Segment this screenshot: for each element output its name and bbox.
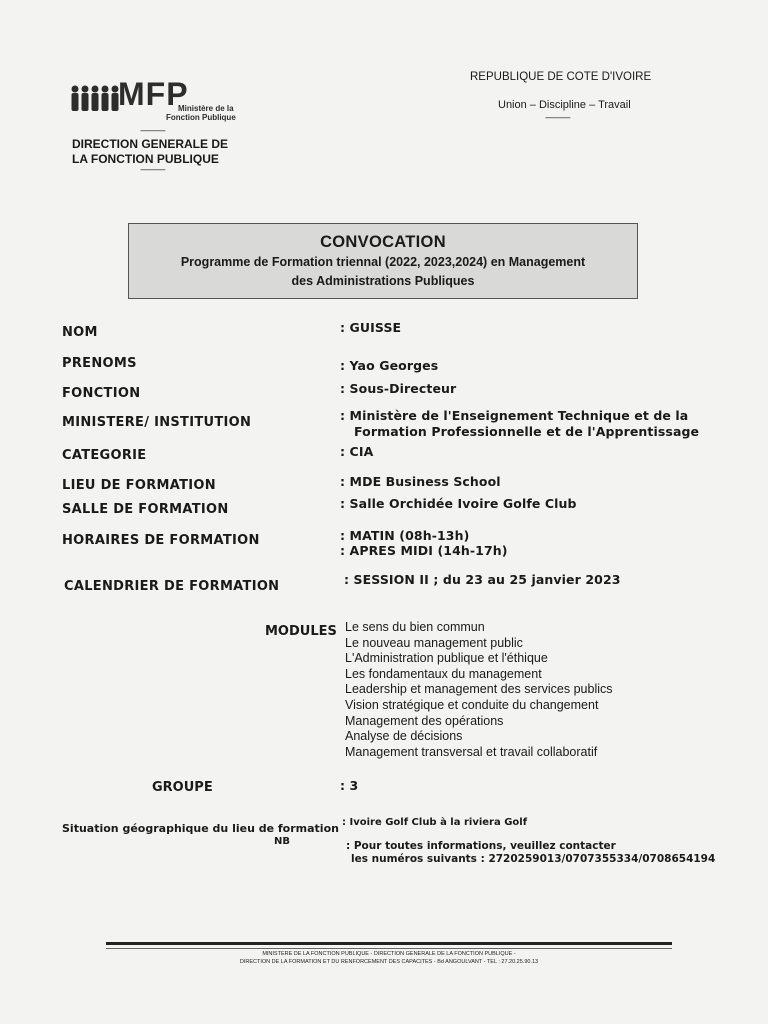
situation-value: : Ivoire Golf Club à la riviera Golf — [342, 817, 528, 828]
fonction-label: FONCTION — [62, 386, 141, 401]
list-item: Vision stratégique et conduite du changement — [345, 697, 599, 712]
calendrier-label: CALENDRIER DE FORMATION — [64, 579, 280, 594]
nom-value: : GUISSE — [340, 320, 402, 335]
title-box — [128, 223, 638, 299]
groupe-label: GROUPE — [152, 780, 213, 795]
programme-line-1: Programme de Formation triennal (2022, 2023,2024) en Management — [180, 255, 586, 269]
ministere-value-line-1: : Ministère de l'Enseignement Technique et de la — [340, 408, 689, 423]
fonction-value: : Sous-Directeur — [340, 381, 457, 396]
ministere-value-line-2: Formation Professionnelle et de l'Apprentissage — [354, 424, 700, 439]
horaires-value-morning: : MATIN (08h-13h) — [340, 528, 470, 543]
calendrier-value: : SESSION II ; du 23 au 25 janvier 2023 — [344, 572, 621, 587]
nb-line-1: : Pour toutes informations, veuillez contacter — [346, 840, 616, 852]
salle-label: SALLE DE FORMATION — [62, 502, 229, 517]
nb-line-2: les numéros suivants : 2720259013/0707355334/0708654194 — [351, 853, 716, 865]
horaires-label: HORAIRES DE FORMATION — [62, 533, 260, 548]
logo-letters: MFP — [118, 76, 189, 112]
logo-subtitle-1: Ministère de la — [178, 104, 234, 113]
footer-rule-thin — [106, 948, 672, 949]
separator: ----------- — [545, 113, 570, 123]
nom-label: NOM — [62, 325, 98, 340]
list-item: L'Administration publique et l'éthique — [345, 651, 548, 666]
footer-line-1: MINISTERE DE LA FONCTION PUBLIQUE - DIRECTION GENERALE DE LA FONCTION PUBLIQUE - — [262, 951, 516, 957]
motto: Union – Discipline – Travail — [498, 99, 631, 111]
categorie-label: CATEGORIE — [62, 448, 147, 463]
prenoms-label: PRENOMS — [62, 356, 137, 371]
footer-line-2: DIRECTION DE LA FORMATION ET DU RENFORCEMENT DES CAPACITES - Bd ANGOULVANT - TEL : 27.20.25.90.13 — [239, 959, 539, 965]
nb-label: NB — [274, 836, 290, 847]
categorie-value: : CIA — [340, 444, 374, 459]
people-icon — [70, 84, 120, 114]
modules-list — [345, 620, 613, 760]
separator: ----------- — [140, 126, 165, 136]
list-item: Leadership et management des services publics — [345, 682, 613, 697]
modules-label: MODULES — [265, 624, 337, 639]
lieu-value: : MDE Business School — [340, 474, 501, 489]
list-item: Management transversal et travail collaboratif — [345, 744, 598, 759]
direction-line-1: DIRECTION GENERALE DE — [72, 137, 229, 151]
list-item: Management des opérations — [345, 713, 504, 728]
ministere-label: MINISTERE/ INSTITUTION — [62, 415, 252, 430]
prenoms-value: : Yao Georges — [340, 358, 439, 373]
republic-title: REPUBLIQUE DE COTE D'IVOIRE — [470, 71, 652, 83]
list-item: Le sens du bien commun — [345, 620, 485, 634]
separator: ----------- — [140, 165, 165, 175]
convocation-title: CONVOCATION — [320, 233, 446, 251]
lieu-label: LIEU DE FORMATION — [62, 478, 216, 493]
direction-title — [72, 137, 228, 167]
list-item: Le nouveau management public — [345, 635, 523, 650]
list-item: Analyse de décisions — [345, 729, 463, 744]
programme-line-2: des Administrations Publiques — [291, 274, 475, 288]
direction-line-2: LA FONCTION PUBLIQUE — [72, 152, 219, 166]
footer-rule — [106, 942, 672, 945]
mfp-logo — [70, 76, 260, 126]
horaires-value-afternoon: : APRES MIDI (14h-17h) — [340, 543, 508, 558]
salle-value: : Salle Orchidée Ivoire Golfe Club — [340, 496, 577, 511]
list-item: Les fondamentaux du management — [345, 666, 542, 681]
situation-label: Situation géographique du lieu de formation — [62, 822, 339, 835]
groupe-value: : 3 — [340, 778, 359, 793]
logo-subtitle-2: Fonction Publique — [166, 113, 236, 122]
